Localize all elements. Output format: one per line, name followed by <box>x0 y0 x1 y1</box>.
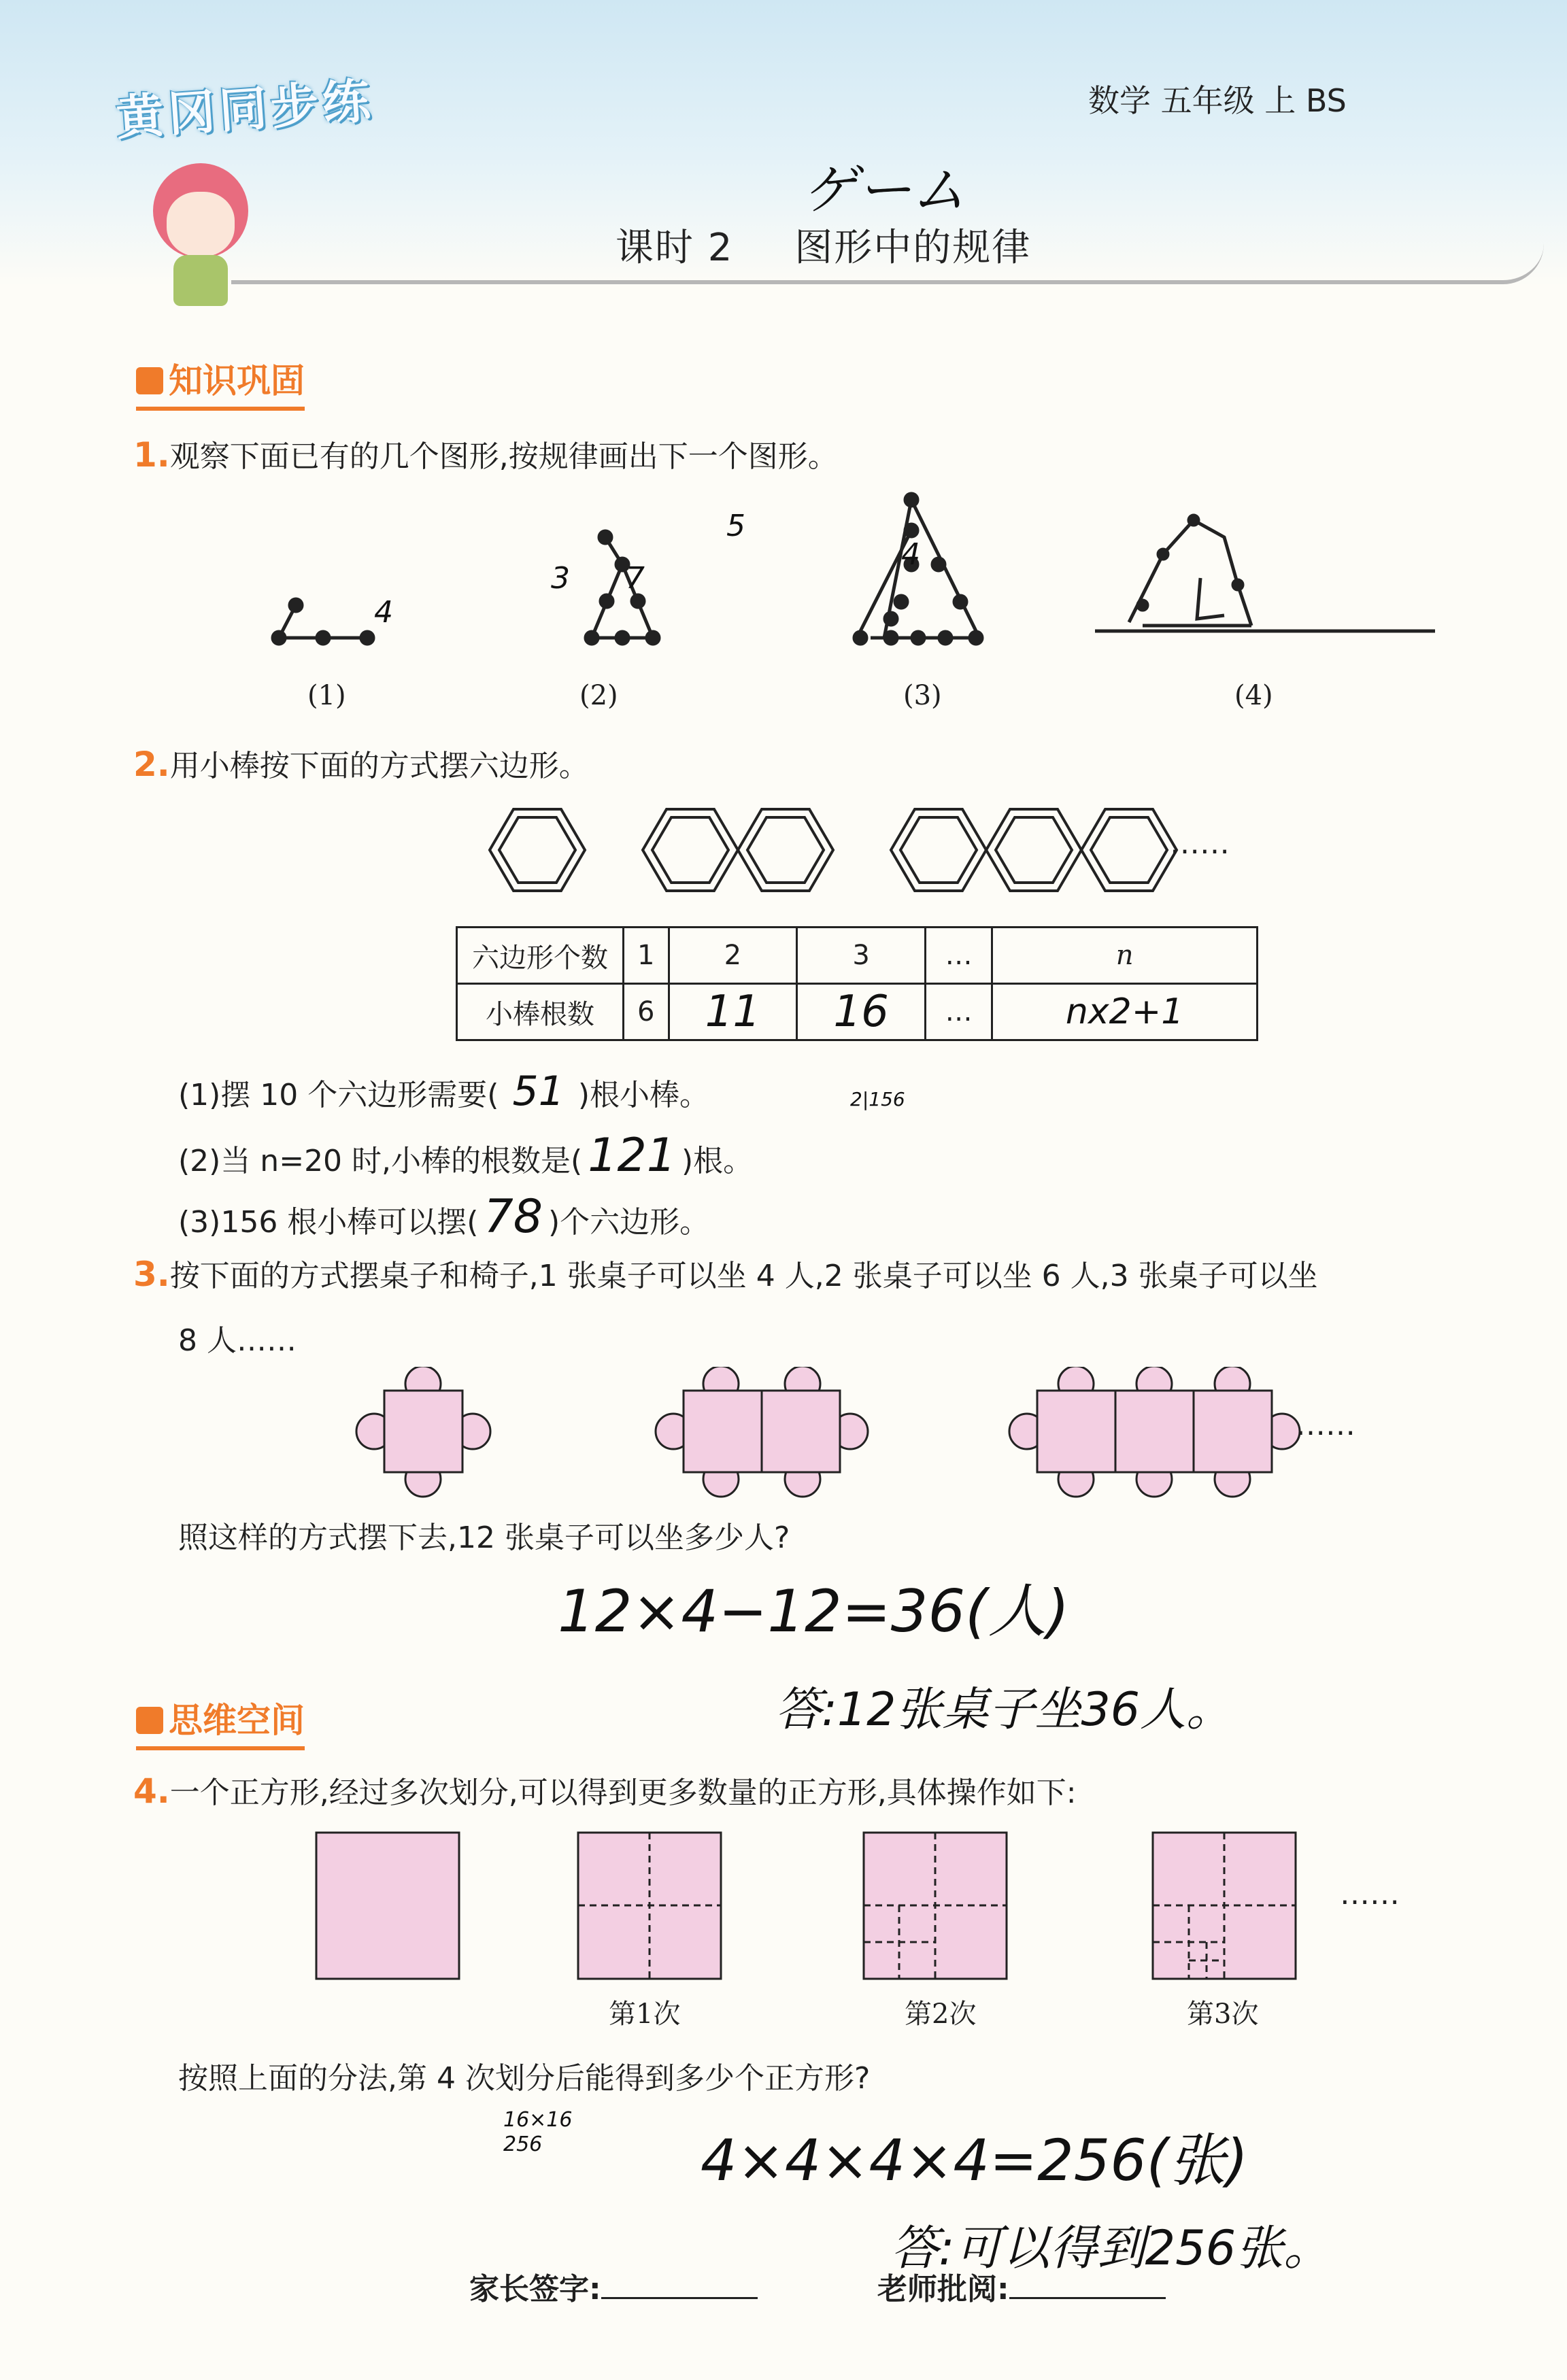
svg-text:5: 5 <box>726 509 745 543</box>
q1-fig2 <box>586 531 659 644</box>
table-set-3 <box>1009 1367 1300 1497</box>
q1-label-1: (1) <box>307 680 346 711</box>
q1-figures <box>258 490 1455 721</box>
q2-sub3: (3)156 根小棒可以摆( 78 )个六边形。 <box>178 1190 710 1244</box>
q3-ellipsis: …… <box>1296 1408 1355 1442</box>
table-row: 小棒根数 6 11 16 … nx2+1 <box>457 984 1258 1040</box>
q3-answer: 答:12张桌子坐36人。 <box>775 1683 1232 1737</box>
parent-signature-line[interactable] <box>601 2297 758 2299</box>
hex-group-3 <box>891 809 1177 891</box>
handwritten-note: ゲーム <box>803 158 966 222</box>
mascot-face <box>167 192 235 256</box>
table-set-2 <box>656 1367 868 1497</box>
q2-table <box>456 926 1258 1041</box>
q1-label-3: (3) <box>903 680 942 711</box>
square-1 <box>578 1833 721 1979</box>
q4-prompt: 4.一个正方形,经过多次划分,可以得到更多数量的正方形,具体操作如下: <box>133 1771 1077 1811</box>
hex-group-2 <box>643 809 833 891</box>
table-row: 六边形个数 1 2 3 … n <box>457 928 1258 984</box>
square-0 <box>316 1833 459 1979</box>
q4-caption-3: 第3次 <box>1187 1999 1259 2030</box>
hex-group-1 <box>490 809 585 891</box>
subject-label: 数学 五年级 上 BS <box>1088 82 1347 119</box>
parent-signature: 家长签字: <box>469 2264 758 2308</box>
svg-text:4: 4 <box>374 595 393 630</box>
brand-logo: 黄冈同步练 <box>114 72 376 147</box>
q2-sub2: (2)当 n=20 时,小棒的根数是( 121 )根。 <box>178 1129 754 1183</box>
svg-text:4: 4 <box>901 537 920 572</box>
q4-ellipsis: …… <box>1340 1877 1400 1911</box>
lesson-name: 图形中的规律 <box>794 226 1032 270</box>
square-2 <box>864 1833 1007 1979</box>
q1-label-4: (4) <box>1234 680 1273 711</box>
mascot-body <box>173 255 228 306</box>
teacher-review: 老师批阅: <box>877 2264 1166 2308</box>
table-set-1 <box>356 1367 490 1497</box>
q2-ellipsis: …… <box>1170 826 1230 861</box>
bulb-icon <box>136 1707 163 1734</box>
q1-prompt: 1.观察下面已有的几个图形,按规律画出下一个图形。 <box>133 435 838 475</box>
q4-caption-2: 第2次 <box>905 1999 977 2030</box>
svg-text:7: 7 <box>626 561 645 596</box>
lesson-number: 课时 2 <box>616 226 734 270</box>
q4-question: 按照上面的分法,第 4 次划分后能得到多少个正方形? <box>178 2061 871 2096</box>
q2-prompt: 2.用小棒按下面的方式摆六边形。 <box>133 745 589 784</box>
teacher-review-line[interactable] <box>1009 2297 1166 2299</box>
section-knowledge: 知识巩固 <box>136 354 305 403</box>
lesson-title <box>616 218 1031 272</box>
square-3 <box>1153 1833 1296 1979</box>
q3-question: 照这样的方式摆下去,12 张桌子可以坐多少人? <box>178 1520 790 1555</box>
q4-answer: 答:可以得到256张。 <box>891 2220 1332 2276</box>
q3-work: 12×4−12=36(人) <box>558 1578 1070 1646</box>
star-icon <box>136 367 163 394</box>
section-thinking: 思维空间 <box>136 1693 305 1742</box>
svg-text:3: 3 <box>551 561 570 596</box>
q1-fig4 <box>1095 515 1435 631</box>
q4-caption-1: 第1次 <box>609 1999 681 2030</box>
q3-prompt: 3.按下面的方式摆桌子和椅子,1 张桌子可以坐 4 人,2 张桌子可以坐 6 人,3 张桌子可以坐 <box>133 1255 1318 1294</box>
q3-tables <box>354 1367 1306 1503</box>
q4-work: 4×4×4×4=256(张) <box>701 2127 1249 2194</box>
q4-squares <box>313 1829 1401 1992</box>
q2-sub1: (1)摆 10 个六边形需要( 51 )根小棒。 <box>178 1068 709 1115</box>
q3-prompt-line2: 8 人…… <box>178 1323 297 1358</box>
q4-calc: 16×16 256 <box>503 2108 573 2156</box>
q1-fig1 <box>273 599 373 644</box>
q2-side-calc: 2|156 <box>850 1088 905 1110</box>
q1-label-2: (2) <box>579 680 618 711</box>
